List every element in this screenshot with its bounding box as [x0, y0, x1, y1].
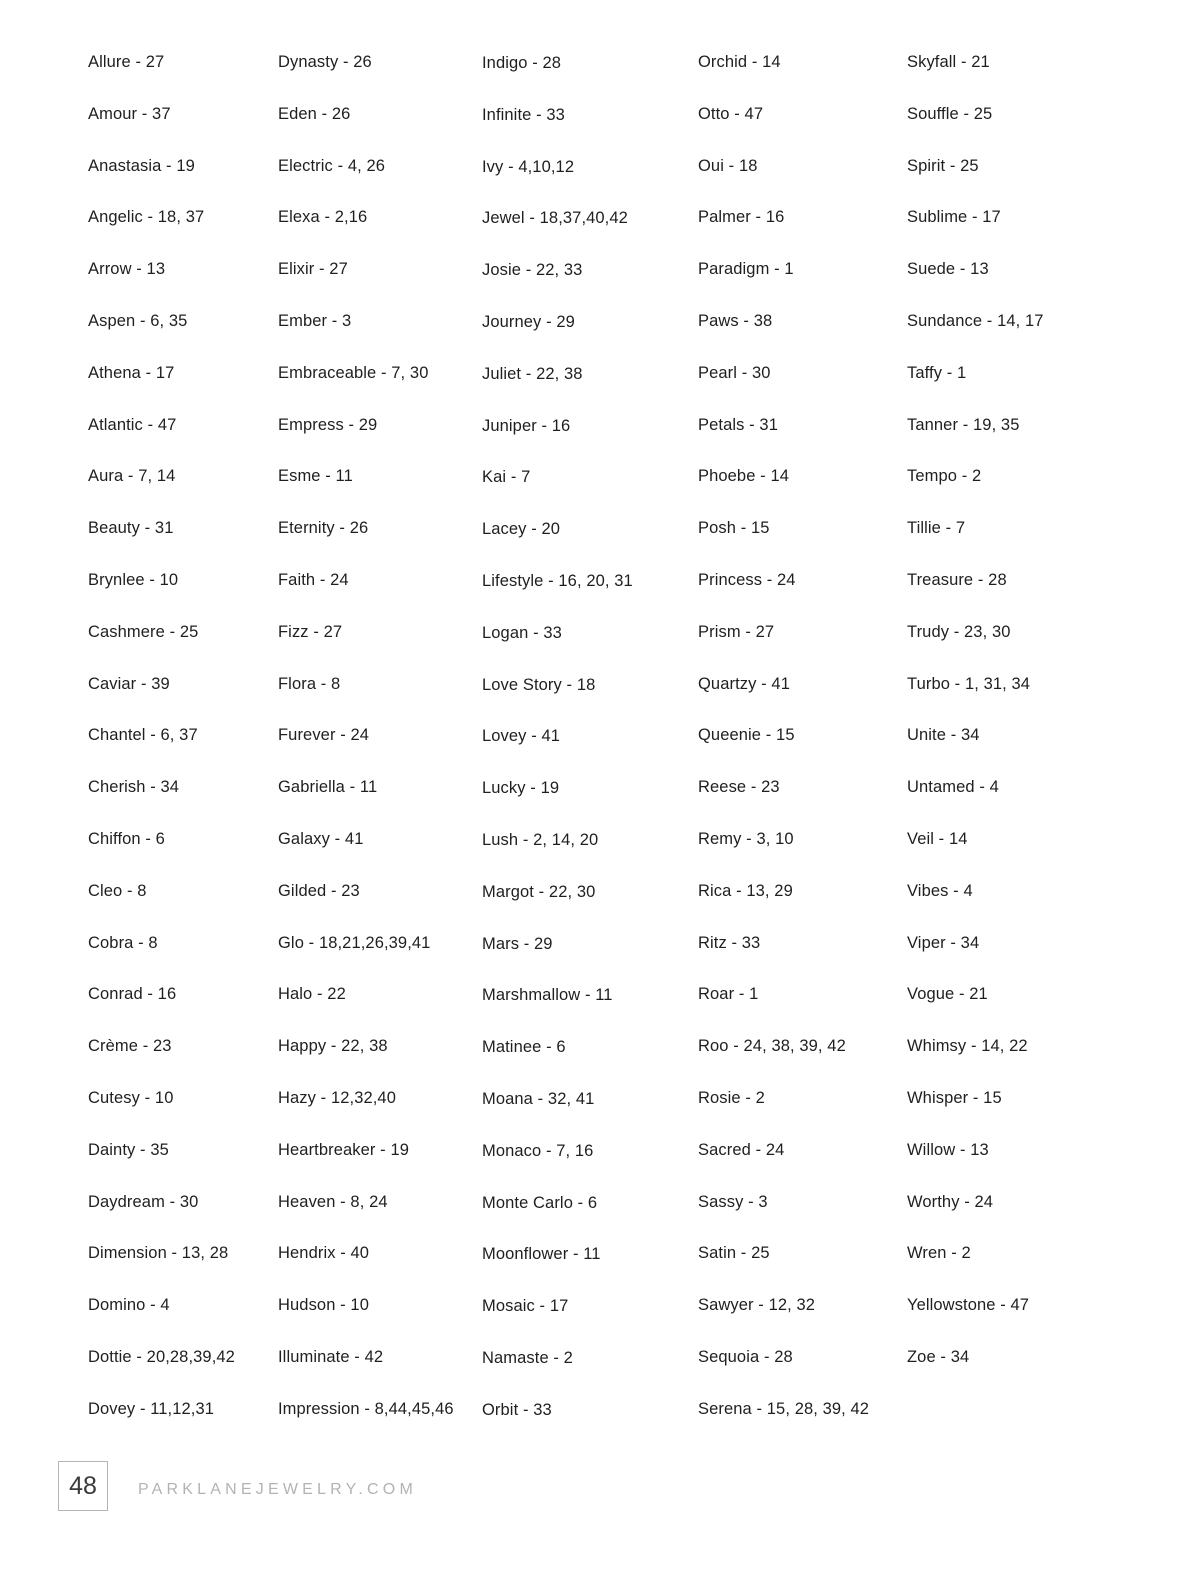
index-entry: Ember - 3 — [278, 311, 352, 330]
index-entry: Daydream - 30 — [88, 1192, 199, 1211]
index-entry: Sublime - 17 — [907, 208, 1001, 227]
index-entry: Galaxy - 41 — [278, 829, 364, 848]
index-entry: Veil - 14 — [907, 829, 968, 848]
index-entry: Domino - 4 — [88, 1296, 170, 1315]
index-entry: Hudson - 10 — [278, 1296, 369, 1315]
index-entry: Sequoia - 28 — [698, 1347, 793, 1366]
index-entry: Souffle - 25 — [907, 104, 993, 123]
index-entry: Sassy - 3 — [698, 1192, 768, 1211]
index-entry: Angelic - 18, 37 — [88, 208, 205, 227]
index-entry: Mosaic - 17 — [482, 1297, 569, 1316]
index-entry: Josie - 22, 33 — [482, 261, 583, 280]
index-entry: Dottie - 20,28,39,42 — [88, 1347, 235, 1366]
index-entry: Juliet - 22, 38 — [482, 364, 583, 383]
index-entry: Namaste - 2 — [482, 1348, 573, 1367]
index-entry: Sundance - 14, 17 — [907, 311, 1044, 330]
index-entry: Whisper - 15 — [907, 1088, 1002, 1107]
index-entry: Eden - 26 — [278, 104, 351, 123]
index-entry: Electric - 4, 26 — [278, 156, 386, 175]
index-entry: Tempo - 2 — [907, 467, 982, 486]
index-entry: Yellowstone - 47 — [907, 1296, 1030, 1315]
index-column-5 — [907, 44, 1044, 1391]
index-entry: Flora - 8 — [278, 674, 341, 693]
index-entry: Chiffon - 6 — [88, 829, 165, 848]
index-entry: Lacey - 20 — [482, 520, 561, 539]
product-index — [0, 44, 1201, 1444]
index-entry: Eternity - 26 — [278, 519, 369, 538]
index-entry: Lovey - 41 — [482, 727, 561, 746]
index-entry: Willow - 13 — [907, 1140, 989, 1159]
index-entry: Athena - 17 — [88, 363, 175, 382]
index-entry: Paws - 38 — [698, 311, 773, 330]
index-entry: Dainty - 35 — [88, 1140, 169, 1159]
index-entry: Conrad - 16 — [88, 985, 177, 1004]
index-entry: Crème - 23 — [88, 1037, 172, 1056]
index-entry: Caviar - 39 — [88, 674, 170, 693]
index-entry: Mars - 29 — [482, 934, 553, 953]
index-entry: Vogue - 21 — [907, 985, 988, 1004]
index-entry: Oui - 18 — [698, 156, 758, 175]
index-entry: Cleo - 8 — [88, 881, 147, 900]
index-entry: Lifestyle - 16, 20, 31 — [482, 571, 633, 590]
index-entry: Glo - 18,21,26,39,41 — [278, 933, 431, 952]
index-entry: Chantel - 6, 37 — [88, 726, 198, 745]
index-entry: Rosie - 2 — [698, 1088, 765, 1107]
index-entry: Rica - 13, 29 — [698, 881, 793, 900]
index-entry: Impression - 8,44,45,46 — [278, 1399, 454, 1418]
index-entry: Juniper - 16 — [482, 416, 571, 435]
index-entry: Prism - 27 — [698, 622, 775, 641]
index-column-3 — [482, 44, 633, 1443]
index-entry: Sawyer - 12, 32 — [698, 1296, 816, 1315]
index-entry: Journey - 29 — [482, 312, 575, 331]
index-entry: Skyfall - 21 — [907, 53, 990, 71]
index-entry: Elixir - 27 — [278, 260, 348, 279]
index-entry: Fizz - 27 — [278, 622, 343, 641]
index-column-1 — [88, 44, 235, 1443]
index-entry: Love Story - 18 — [482, 675, 596, 694]
index-entry: Cutesy - 10 — [88, 1088, 174, 1107]
index-entry: Illuminate - 42 — [278, 1347, 384, 1366]
index-entry: Esme - 11 — [278, 467, 353, 486]
index-entry: Amour - 37 — [88, 104, 171, 123]
index-column-4 — [698, 44, 869, 1443]
index-entry: Gilded - 23 — [278, 881, 360, 900]
index-entry: Petals - 31 — [698, 415, 778, 434]
index-entry: Indigo - 28 — [482, 54, 562, 72]
index-entry: Cobra - 8 — [88, 933, 158, 952]
index-entry: Otto - 47 — [698, 104, 764, 123]
index-entry: Happy - 22, 38 — [278, 1037, 388, 1056]
index-entry: Embraceable - 7, 30 — [278, 363, 429, 382]
index-entry: Phoebe - 14 — [698, 467, 790, 486]
index-entry: Treasure - 28 — [907, 570, 1007, 589]
page-number: 48 — [58, 1461, 108, 1511]
index-entry: Jewel - 18,37,40,42 — [482, 209, 628, 228]
index-entry: Quartzy - 41 — [698, 674, 790, 693]
index-entry: Whimsy - 14, 22 — [907, 1037, 1028, 1056]
index-entry: Serena - 15, 28, 39, 42 — [698, 1399, 870, 1418]
index-entry: Tillie - 7 — [907, 519, 966, 538]
index-entry: Marshmallow - 11 — [482, 986, 613, 1005]
index-entry: Moonflower - 11 — [482, 1245, 601, 1264]
index-entry: Pearl - 30 — [698, 363, 771, 382]
index-entry: Dimension - 13, 28 — [88, 1244, 229, 1263]
index-entry: Heartbreaker - 19 — [278, 1140, 410, 1159]
index-entry: Aura - 7, 14 — [88, 467, 176, 486]
index-entry: Moana - 32, 41 — [482, 1089, 595, 1108]
index-entry: Heaven - 8, 24 — [278, 1192, 388, 1211]
index-entry: Atlantic - 47 — [88, 415, 177, 434]
index-entry: Untamed - 4 — [907, 778, 999, 797]
index-entry: Lucky - 19 — [482, 779, 560, 798]
index-entry: Ivy - 4,10,12 — [482, 157, 575, 176]
index-entry: Paradigm - 1 — [698, 260, 794, 279]
index-entry: Suede - 13 — [907, 260, 989, 279]
index-entry: Empress - 29 — [278, 415, 378, 434]
index-entry: Trudy - 23, 30 — [907, 622, 1011, 641]
index-entry: Kai - 7 — [482, 468, 531, 487]
index-entry: Anastasia - 19 — [88, 156, 195, 175]
index-entry: Tanner - 19, 35 — [907, 415, 1020, 434]
index-entry: Cherish - 34 — [88, 778, 180, 797]
index-entry: Brynlee - 10 — [88, 570, 179, 589]
index-entry: Orchid - 14 — [698, 53, 781, 71]
index-entry: Unite - 34 — [907, 726, 980, 745]
index-entry: Logan - 33 — [482, 623, 562, 642]
index-entry: Viper - 34 — [907, 933, 980, 952]
index-entry: Turbo - 1, 31, 34 — [907, 674, 1031, 693]
index-entry: Gabriella - 11 — [278, 778, 378, 797]
index-entry: Monte Carlo - 6 — [482, 1193, 598, 1212]
index-entry: Monaco - 7, 16 — [482, 1141, 594, 1160]
index-entry: Furever - 24 — [278, 726, 370, 745]
index-entry: Hazy - 12,32,40 — [278, 1088, 396, 1107]
index-entry: Dynasty - 26 — [278, 53, 372, 71]
index-entry: Margot - 22, 30 — [482, 882, 596, 901]
index-entry: Ritz - 33 — [698, 933, 761, 952]
index-entry: Aspen - 6, 35 — [88, 311, 188, 330]
index-entry: Zoe - 34 — [907, 1347, 970, 1366]
index-entry: Taffy - 1 — [907, 363, 967, 382]
index-entry: Roo - 24, 38, 39, 42 — [698, 1037, 846, 1056]
index-entry: Hendrix - 40 — [278, 1244, 370, 1263]
index-entry: Dovey - 11,12,31 — [88, 1399, 215, 1418]
index-entry: Vibes - 4 — [907, 881, 973, 900]
index-entry: Posh - 15 — [698, 519, 770, 538]
index-entry: Sacred - 24 — [698, 1140, 785, 1159]
index-entry: Orbit - 33 — [482, 1400, 552, 1419]
index-column-2 — [278, 44, 454, 1443]
index-entry: Queenie - 15 — [698, 726, 795, 745]
index-entry: Remy - 3, 10 — [698, 829, 794, 848]
index-entry: Allure - 27 — [88, 53, 165, 71]
index-entry: Reese - 23 — [698, 778, 780, 797]
index-entry: Matinee - 6 — [482, 1038, 566, 1057]
index-entry: Halo - 22 — [278, 985, 346, 1004]
index-entry: Cashmere - 25 — [88, 622, 199, 641]
index-entry: Lush - 2, 14, 20 — [482, 830, 599, 849]
index-entry: Beauty - 31 — [88, 519, 174, 538]
index-entry: Worthy - 24 — [907, 1192, 994, 1211]
index-entry: Arrow - 13 — [88, 260, 166, 279]
index-entry: Infinite - 33 — [482, 105, 565, 124]
index-entry: Elexa - 2,16 — [278, 208, 368, 227]
index-entry: Wren - 2 — [907, 1244, 971, 1263]
index-entry: Spirit - 25 — [907, 156, 979, 175]
index-entry: Satin - 25 — [698, 1244, 770, 1263]
website-url: PARKLANEJEWELRY.COM — [138, 1481, 417, 1498]
index-entry: Palmer - 16 — [698, 208, 785, 227]
index-entry: Roar - 1 — [698, 985, 759, 1004]
index-entry: Faith - 24 — [278, 570, 349, 589]
index-entry: Princess - 24 — [698, 570, 796, 589]
